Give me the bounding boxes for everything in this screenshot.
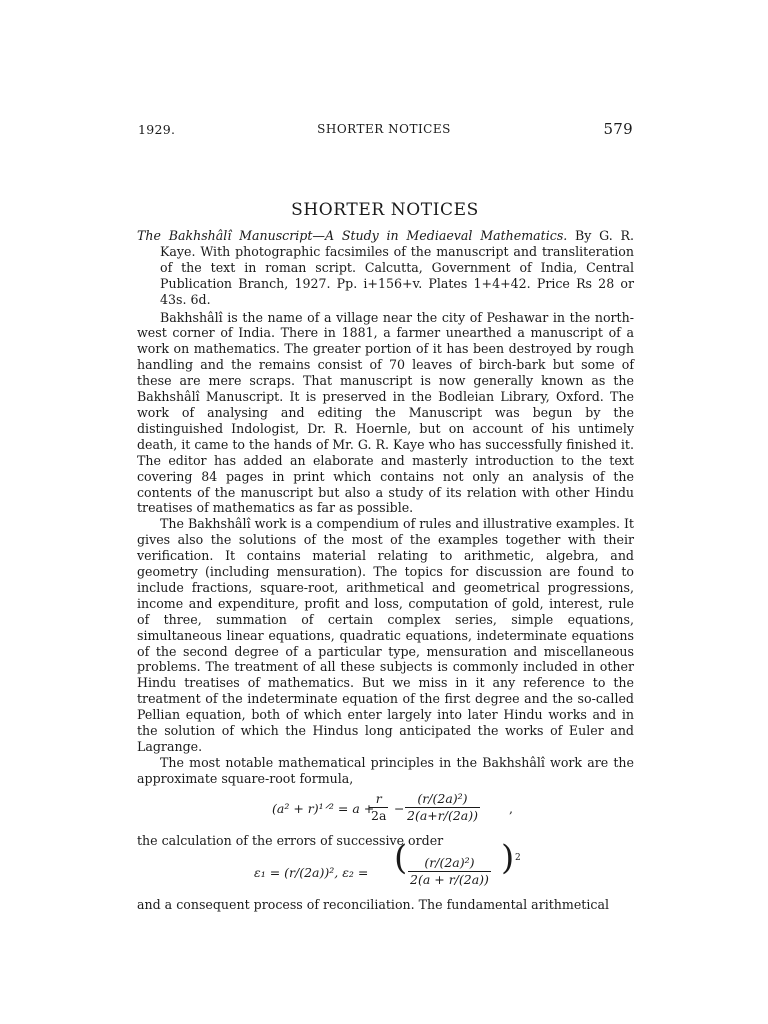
- formula1-frac1-den: 2a: [371, 807, 387, 823]
- formula2-exponent: 2: [515, 852, 521, 863]
- header-year: 1929.: [138, 122, 176, 137]
- article-body: [137, 228, 634, 913]
- book-citation: [137, 228, 634, 308]
- formula2-lhs: ε₁ = (r/(2a))², ε₂ =: [254, 864, 369, 880]
- formula2-left-paren: (: [394, 837, 408, 878]
- closing-line: and a consequent process of reconciliation. The fundamental arithmetical: [137, 896, 609, 912]
- formula1-fraction-1: [369, 791, 388, 824]
- formula1-frac2-den: 2(a+r/(2a)): [407, 807, 478, 823]
- section-title: SHORTER NOTICES: [291, 200, 479, 220]
- formula1-fraction-2: [405, 791, 480, 824]
- book-details: By G. R. Kaye. With photographic facsimiles of the manuscript and transliteration of the text in roman script. Calcutta, Government of India, Central Publication Branch, 1927. Pp. i+156+v. Plates 1+4+42. Price Rs 28 or 43s. 6d.: [160, 228, 634, 307]
- book-title: The Bakhshâlî Manuscript—A Study in Mediaeval Mathematics.: [137, 228, 568, 243]
- formula2-right-paren: ): [501, 837, 515, 878]
- square-root-formula: [137, 789, 634, 829]
- formula2-frac-den: 2(a + r/(2a)): [410, 871, 489, 887]
- formula2-frac-num: (r/(2a)²): [408, 855, 491, 872]
- formula1-lhs: (a² + r)¹ᐟ² = a +: [272, 800, 375, 816]
- page-number: 579: [603, 120, 633, 138]
- paragraph-3: The most notable mathematical principles in the Bakhshâlî work are the approximate square-root formula,: [137, 754, 634, 786]
- paragraph-2: The Bakhshâlî work is a compendium of rules and illustrative examples. It gives also the solutions of the most of the examples together with their verification. It contains material relating to arithmetic, algebra, and geometry (including mensuration). The topics for discussion are found to include fractions, square-root, arithmetical and geometrical progressions, income and expenditure, profit and loss, computation of gold, interest, rule of three, summation of certain complex series, simple equations, simultaneous linear equations, quadratic equations, indeterminate equations of the second degree of a particular type, mensuration and miscellaneous problems. The treatment of all these subjects is commonly included in other Hindu treatises of mathematics. But we miss in it any reference to the treatment of the indeterminate equation of the first degree and the so-called Pellian equation, both of which enter largely into later Hindu works and in the solution of which the Hindus long anticipated the works of Euler and Lagrange.: [137, 516, 634, 754]
- formula1-minus: −: [394, 800, 405, 816]
- formula1-frac1-num: r: [369, 791, 388, 808]
- line-errors: the calculation of the errors of successive order: [137, 832, 444, 848]
- running-title: SHORTER NOTICES: [317, 122, 451, 136]
- formula1-frac2-num: (r/(2a)²): [405, 791, 480, 808]
- formula1-comma: ,: [509, 800, 513, 816]
- formula2-fraction: [408, 855, 491, 888]
- paragraph-1: Bakhshâlî is the name of a village near the city of Peshawar in the north-west corner of India. There in 1881, a farmer unearthed a manuscript of a work on mathematics. The greater portion of it has been destroyed by rough handling and the remains consist of 70 leaves of birch-bark but some of these are mere scraps. That manuscript is now generally known as the Bakhshâlî Manuscript. It is preserved in the Bodleian Library, Oxford. The work of analysing and editing the Manuscript was begun by the distinguished Indologist, Dr. R. Hoernle, but on account of his untimely death, it came to the hands of Mr. G. R. Kaye who has successfully finished it. The editor has added an elaborate and masterly introduction to the text covering 84 pages in print which contains not only an analysis of the contents of the manuscript but also a study of its relation with other Hindu treatises of mathematics as far as possible.: [137, 309, 634, 516]
